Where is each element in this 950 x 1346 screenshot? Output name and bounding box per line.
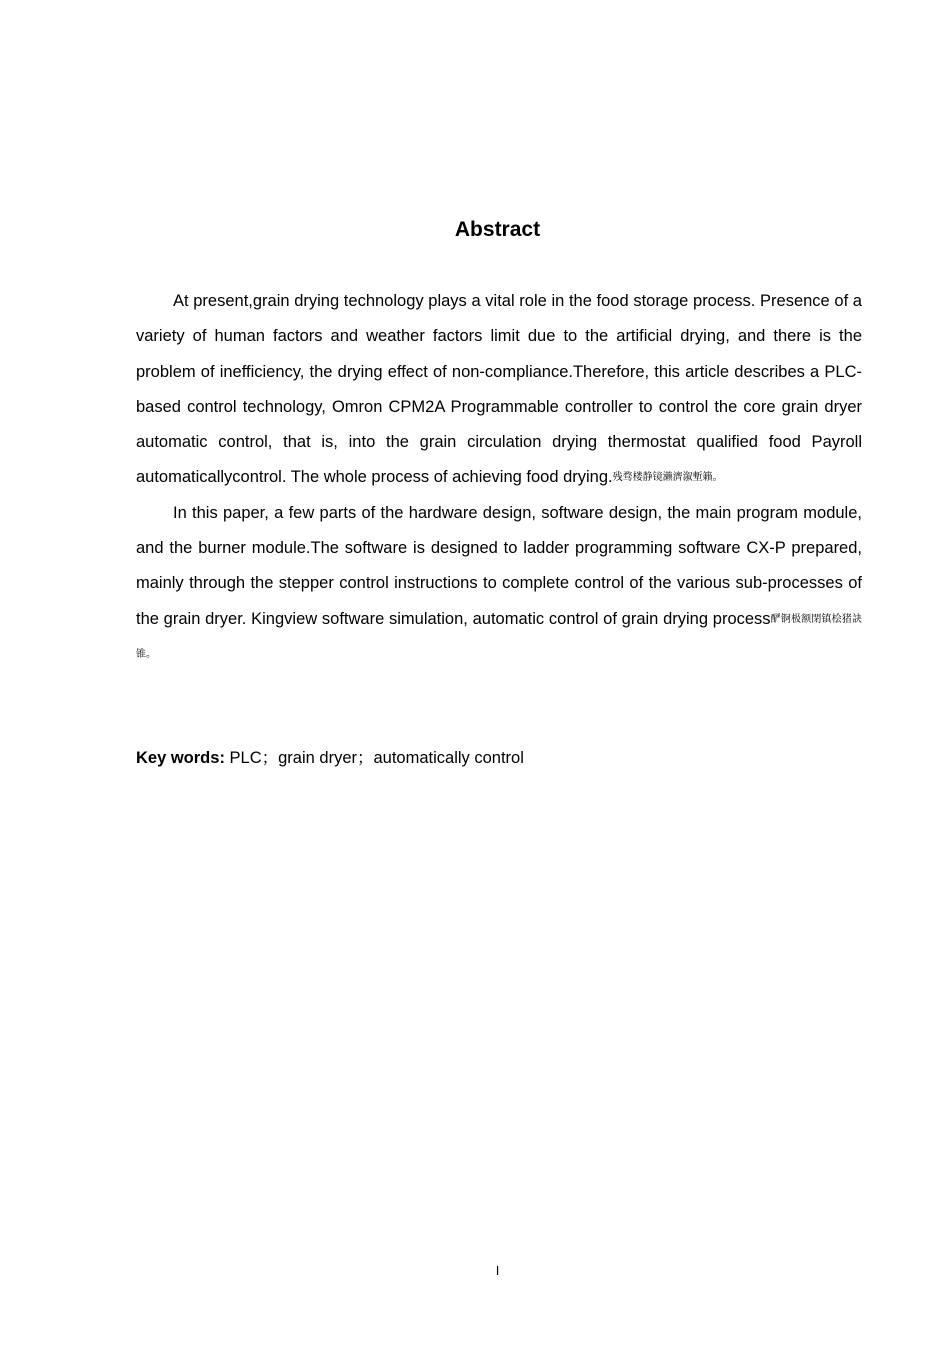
keywords-list: PLC；grain dryer；automatically control [229, 749, 524, 767]
keywords-label: Key words: [136, 749, 225, 767]
abstract-title: Abstract [454, 218, 541, 241]
abstract-paragraph-2 [136, 496, 862, 672]
page-number: I [495, 1263, 500, 1278]
paragraph-2-text: In this paper, a few parts of the hardware design, software design, the main program module, and the burner module.The software is designed to ladder programming software CX-P prepared, mainly through the stepper control instructions to complete control of the various sub-processes of the grain dryer. Kingview software simulation, automatic control of grain drying process [136, 503, 862, 628]
abstract-body [136, 284, 862, 672]
keywords-line [136, 741, 862, 776]
abstract-paragraph-1 [136, 284, 862, 496]
paragraph-1-garbled-text: 残骛楼静镜濑濟溆塹籟。 [612, 472, 723, 484]
paragraph-2-garbled-text: 酽锕极额閉镇桧猪訣锥。 [136, 613, 862, 660]
paragraph-1-text: At present,grain drying technology plays a vital role in the food storage process. Presence of a variety of human factors and weather factors limit due to the artificial drying, and there is the problem of inefficiency, the drying effect of non-compliance.Therefore, this article describes a PLC-based control technology, Omron CPM2A Programmable controller to control the core grain dryer automatic control, that is, into the grain circulation drying thermostat qualified food Payroll automaticallycontrol. The whole process of achieving food drying. [136, 292, 862, 487]
